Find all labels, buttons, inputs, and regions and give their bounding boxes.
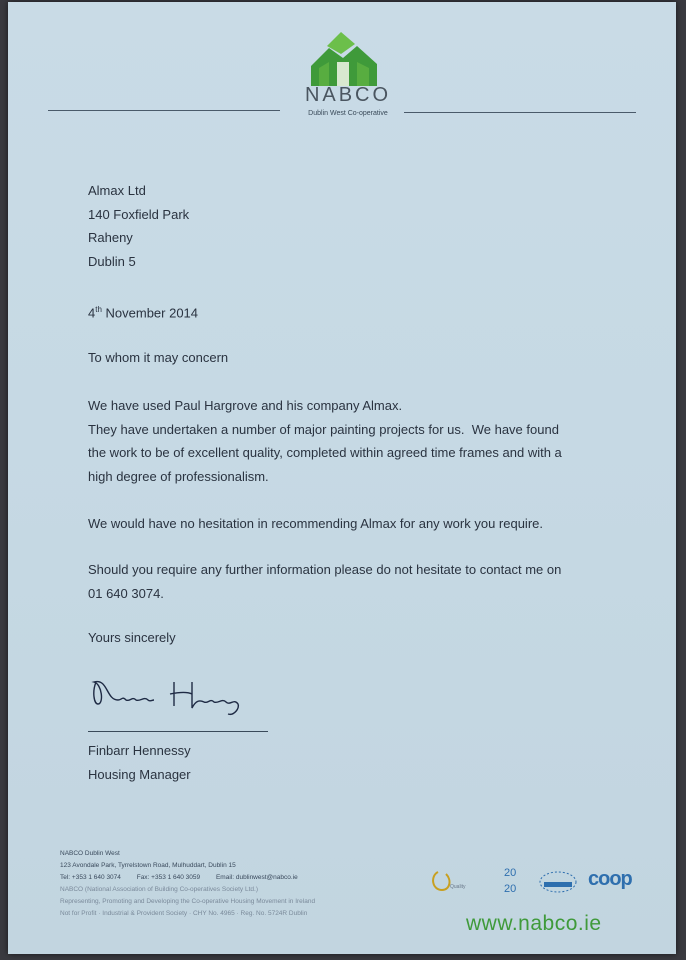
footer-legal-2: Representing, Promoting and Developing the Co-operative Housing Movement in Ireland bbox=[60, 898, 316, 905]
body-line: the work to be of excellent quality, completed within agreed time frames and with a bbox=[88, 445, 562, 460]
salutation: To whom it may concern bbox=[88, 350, 229, 365]
footer-org: NABCO Dublin West bbox=[60, 850, 120, 857]
date-day: 4 bbox=[88, 305, 96, 321]
body-paragraph-1 bbox=[88, 394, 608, 488]
signer-name: Finbarr Hennessy bbox=[88, 743, 191, 758]
brand-name: NABCO bbox=[304, 84, 392, 106]
footer-details bbox=[60, 848, 315, 920]
signer-title: Housing Manager bbox=[88, 766, 191, 782]
address-line: Dublin 5 bbox=[88, 253, 136, 269]
handwritten-signature bbox=[88, 670, 258, 722]
body-line: Should you require any further information please do not hesitate to contact me on bbox=[88, 562, 562, 577]
website-url: www.nabco.ie bbox=[466, 912, 602, 935]
body-line: They have undertaken a number of major painting projects for us. We have found bbox=[88, 421, 559, 437]
certification-badges-icon bbox=[428, 860, 668, 900]
address-line: Raheny bbox=[88, 230, 133, 245]
svg-text:Quality: Quality bbox=[450, 884, 466, 890]
header-rule-right bbox=[404, 112, 636, 113]
footer-email: Email: dublinwest@nabco.ie bbox=[215, 874, 298, 881]
footer-address: 123 Avondale Park, Tyrrelstown Road, Mulhuddart, Dublin 15 bbox=[60, 862, 236, 869]
letter-page bbox=[8, 2, 676, 954]
body-paragraph-2: We would have no hesitation in recommending Almax for any work you require. bbox=[88, 516, 543, 531]
badge-20-top: 20 bbox=[504, 867, 517, 879]
body-line: We have used Paul Hargrove and his company Almax. bbox=[88, 398, 403, 413]
brand-subtitle: Dublin West Co-operative bbox=[308, 110, 388, 117]
body-line: 01 640 3074. bbox=[88, 585, 164, 601]
recipient-address bbox=[88, 179, 189, 273]
badge-20-bottom: 20 bbox=[504, 883, 517, 895]
body-paragraph-3 bbox=[88, 558, 608, 605]
signer-block bbox=[88, 739, 191, 786]
date-suffix: th bbox=[95, 305, 102, 314]
letter-date bbox=[88, 298, 198, 325]
coop-logo: coop bbox=[588, 868, 632, 890]
footer-fax: Fax: +353 1 640 3059 bbox=[136, 874, 201, 881]
address-line: 140 Foxfield Park bbox=[88, 206, 190, 222]
date-rest: November 2014 bbox=[101, 305, 199, 321]
footer-tel: Tel: +353 1 640 3074 bbox=[60, 874, 121, 881]
header-rule-left bbox=[48, 110, 280, 111]
signature-line bbox=[88, 731, 268, 732]
footer-contact-row bbox=[60, 872, 315, 884]
address-line: Almax Ltd bbox=[88, 183, 146, 198]
closing: Yours sincerely bbox=[88, 630, 176, 645]
footer-legal-1: NABCO (National Association of Building Co-operatives Society Ltd.) bbox=[60, 886, 258, 893]
footer-legal-3: Not for Profit · Industrial & Provident Society · CHY No. 4965 · Reg. No. 5724R Dublin bbox=[60, 910, 308, 917]
body-line: high degree of professionalism. bbox=[88, 468, 269, 484]
